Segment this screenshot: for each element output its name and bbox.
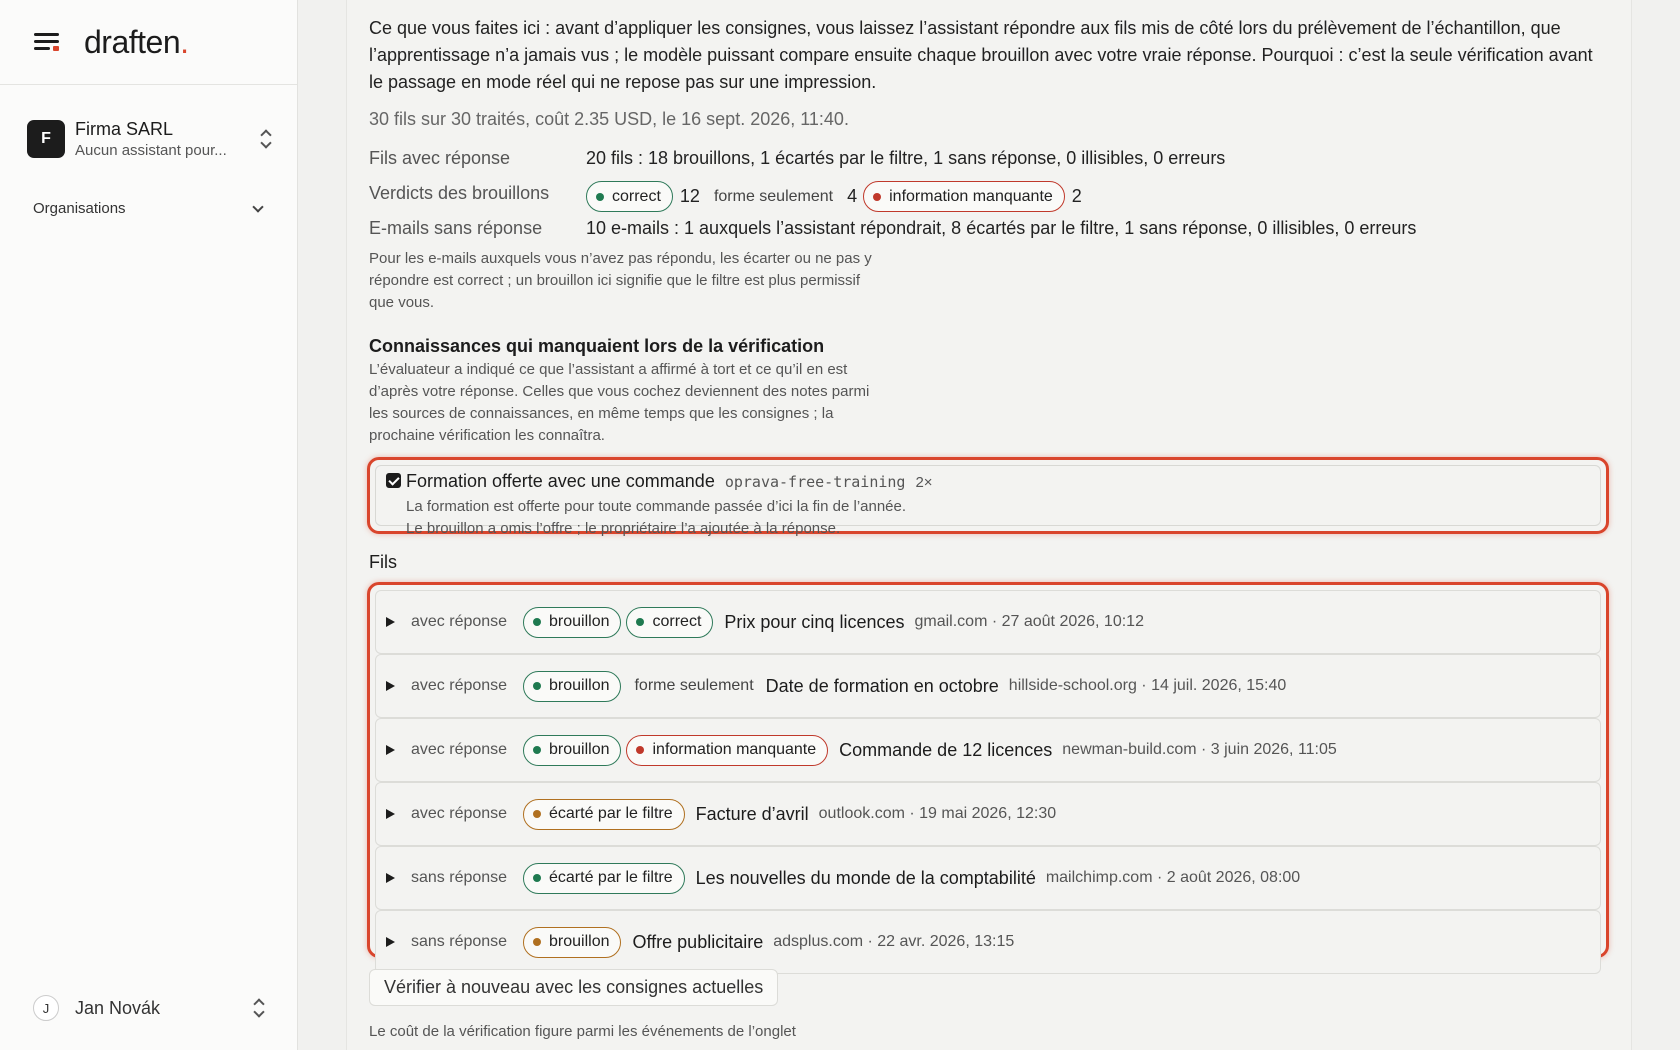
thread-badge: brouillon bbox=[523, 927, 621, 958]
table-row[interactable] bbox=[375, 846, 1601, 910]
unanswered-value: 10 e-mails : 1 auxquels l’assistant répondrait, 8 écartés par le filtre, 1 sans réponse, 0 illisibles, 0 erreurs bbox=[586, 218, 1417, 238]
user-menu[interactable] bbox=[33, 995, 266, 1021]
thread-subject: Prix pour cinq licences bbox=[724, 611, 905, 632]
thread-status: sans réponse bbox=[411, 869, 508, 886]
recheck-button[interactable]: Vérifier à nouveau avec les consignes actuelles bbox=[369, 969, 778, 1006]
status-dot bbox=[533, 682, 541, 690]
status-dot bbox=[533, 938, 541, 946]
org-switcher[interactable] bbox=[27, 116, 273, 162]
thread-subject: Date de formation en octobre bbox=[765, 675, 999, 696]
expand-triangle-icon[interactable] bbox=[386, 745, 395, 755]
verdict-form-count: 4 bbox=[847, 186, 858, 206]
sidebar-header bbox=[0, 0, 297, 85]
thread-status: sans réponse bbox=[411, 933, 508, 950]
knowledge-item-line2: Le brouillon a omis l’offre ; le propriétaire l’a ajoutée à la réponse. bbox=[406, 520, 841, 537]
verdict-form-label[interactable]: forme seulement bbox=[713, 187, 834, 205]
knowledge-checkbox[interactable] bbox=[386, 473, 401, 488]
sidebar-item-label: Organisations bbox=[33, 200, 126, 217]
verdicts-row bbox=[369, 181, 1092, 212]
logo[interactable]: draften. bbox=[84, 23, 189, 60]
table-row[interactable] bbox=[375, 910, 1601, 974]
thread-badge: brouillon bbox=[523, 607, 621, 638]
table-row[interactable] bbox=[375, 782, 1601, 846]
table-row[interactable] bbox=[375, 654, 1601, 718]
threads-list bbox=[367, 582, 1609, 958]
verdict-correct-badge[interactable]: correct bbox=[586, 181, 673, 212]
verdicts-label: Verdicts des brouillons bbox=[369, 183, 550, 203]
status-dot bbox=[873, 193, 881, 201]
verdict-missing-count: 2 bbox=[1071, 186, 1082, 206]
thread-badge: brouillon bbox=[523, 735, 621, 766]
expand-triangle-icon[interactable] bbox=[386, 617, 395, 627]
knowledge-item-code: oprava-free-training bbox=[724, 473, 906, 491]
status-dot bbox=[533, 618, 541, 626]
answered-label: Fils avec réponse bbox=[369, 148, 511, 168]
menu-icon[interactable] bbox=[34, 31, 60, 53]
thread-subject: Facture d’avril bbox=[695, 803, 809, 824]
org-name: Firma SARL bbox=[75, 119, 174, 139]
verdict-correct-count: 12 bbox=[679, 186, 700, 206]
avatar: J bbox=[33, 995, 59, 1021]
answered-row bbox=[369, 148, 1225, 169]
verdict-badge: correct bbox=[626, 607, 713, 638]
thread-status: avec réponse bbox=[411, 805, 508, 822]
sidebar-item-organisations[interactable] bbox=[33, 200, 266, 217]
thread-badge: écarté par le filtre bbox=[523, 799, 685, 830]
sidebar bbox=[0, 0, 298, 1050]
verdict-missing-badge[interactable]: information manquante bbox=[863, 181, 1065, 212]
verdict-badge: information manquante bbox=[626, 735, 828, 766]
status-dot bbox=[533, 874, 541, 882]
status-dot bbox=[533, 746, 541, 754]
answered-value: 20 fils : 18 brouillons, 1 écartés par le filtre, 1 sans réponse, 0 illisibles, 0 erreurs bbox=[586, 148, 1226, 168]
unanswered-label: E-mails sans réponse bbox=[369, 218, 543, 238]
thread-meta: outlook.com · 19 mai 2026, 12:30 bbox=[818, 805, 1057, 822]
evaluation-card bbox=[346, 0, 1632, 1050]
chevron-down-icon bbox=[252, 201, 263, 212]
threads-title: Fils bbox=[369, 552, 397, 572]
status-dot bbox=[533, 810, 541, 818]
status-dot bbox=[636, 618, 644, 626]
thread-meta: mailchimp.com · 2 août 2026, 08:00 bbox=[1045, 869, 1301, 886]
thread-subject: Offre publicitaire bbox=[632, 931, 764, 952]
table-row[interactable] bbox=[375, 590, 1601, 654]
thread-meta: adsplus.com · 22 avr. 2026, 13:15 bbox=[773, 933, 1015, 950]
footer-note: Le coût de la vérification figure parmi les événements de l’onglet bbox=[369, 1023, 796, 1040]
thread-meta: hillside-school.org · 14 juil. 2026, 15:40 bbox=[1008, 677, 1287, 694]
thread-badge: écarté par le filtre bbox=[523, 863, 685, 894]
org-avatar: F bbox=[27, 120, 65, 158]
intro-text: Ce que vous faites ici : avant d’appliquer les consignes, vous laissez l’assistant répondre aux fils mis de côté lors du prélèvement de l’échantillon, que l’apprentissage n’a jamais vus ; le modèle puissant compare ensuite chaque brouillon avec votre vraie réponse. Pourquoi : c’est la seule vérification avant le passage en mode réel qui ne repose pas sur une impression. bbox=[369, 18, 1593, 92]
knowledge-item-count: 2× bbox=[915, 474, 933, 491]
expand-triangle-icon[interactable] bbox=[386, 809, 395, 819]
thread-subject: Commande de 12 licences bbox=[839, 739, 1053, 760]
thread-meta: newman-build.com · 3 juin 2026, 11:05 bbox=[1062, 741, 1337, 758]
status-dot bbox=[636, 746, 644, 754]
verdict-label: forme seulement bbox=[634, 677, 754, 694]
table-row[interactable] bbox=[375, 718, 1601, 782]
thread-status: avec réponse bbox=[411, 741, 508, 758]
knowledge-title: Connaissances qui manquaient lors de la vérification bbox=[369, 336, 825, 356]
thread-subject: Les nouvelles du monde de la comptabilité bbox=[695, 867, 1036, 888]
thread-badge: brouillon bbox=[523, 671, 621, 702]
status-dot bbox=[596, 193, 604, 201]
thread-meta: gmail.com · 27 août 2026, 10:12 bbox=[914, 613, 1144, 630]
chevron-updown-icon bbox=[252, 998, 266, 1018]
knowledge-note: L’évaluateur a indiqué ce que l’assistant a affirmé à tort et ce qu’il en est d’après votre réponse. Celles que vous cochez deviennent des notes parmi les sources de connaissances, en même temps que les consignes ; la prochaine vérification les connaîtra. bbox=[369, 361, 870, 444]
expand-triangle-icon[interactable] bbox=[386, 681, 395, 691]
unanswered-row bbox=[369, 218, 1416, 239]
org-subtitle: Aucun assistant pour... bbox=[75, 142, 227, 159]
thread-status: avec réponse bbox=[411, 677, 508, 694]
unanswered-note: Pour les e-mails auxquels vous n’avez pas répondu, les écarter ou ne pas y répondre est correct ; un brouillon ici signifie que le filtre est plus permissif que vous. bbox=[369, 250, 872, 311]
expand-triangle-icon[interactable] bbox=[386, 873, 395, 883]
knowledge-item-line1: La formation est offerte pour toute commande passée d’ici la fin de l’année. bbox=[406, 498, 907, 515]
expand-triangle-icon[interactable] bbox=[386, 937, 395, 947]
knowledge-item bbox=[367, 457, 1609, 537]
user-name: Jan Novák bbox=[75, 997, 161, 1018]
thread-status: avec réponse bbox=[411, 613, 508, 630]
chevron-updown-icon bbox=[259, 129, 273, 149]
knowledge-item-title: Formation offerte avec une commande bbox=[406, 471, 715, 491]
run-summary: 30 fils sur 30 traités, coût 2.35 USD, le 16 sept. 2026, 11:40. bbox=[369, 109, 849, 129]
